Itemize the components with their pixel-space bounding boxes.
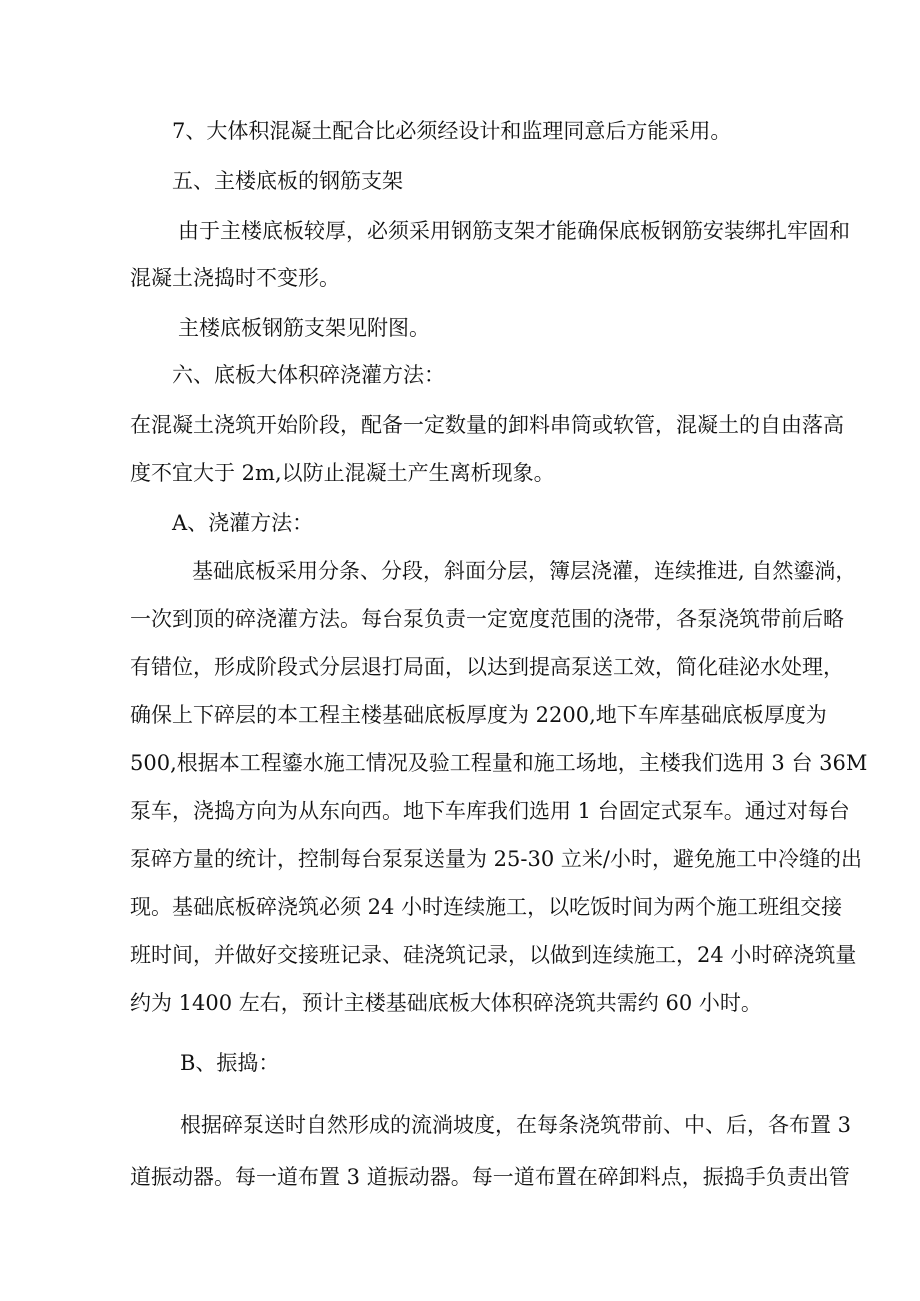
paragraph-line: 由于主楼底板较厚，必须采用钢筋支架才能确保底板钢筋安装绑扎牢固和 [178,219,850,243]
paragraph-line: 道振动器。每一道布置 3 道振动器。每一道布置在碎卸料点，振捣手负责出管 [130,1165,850,1189]
paragraph-line: 确保上下碎层的本工程主楼基础底板厚度为 2200,地下车库基础底板厚度为 [130,703,827,727]
paragraph-line: 有错位，形成阶段式分层退打局面，以达到提高泵送工效，简化硅泌水处理， [130,655,844,679]
paragraph-line: 度不宜大于 2m,以防止混凝土产生离析现象。 [130,461,555,485]
paragraph-line: 约为 1400 左右，预计主楼基础底板大体积碎浇筑共需约 60 小时。 [130,991,762,1015]
paragraph-line: 现。基础底板碎浇筑必须 24 小时连续施工，以吃饭时间为两个施工班组交接 [130,895,843,919]
paragraph-line: 500,根据本工程鎏水施工情况及验工程量和施工场地，主楼我们选用 3 台 36M [130,751,868,775]
paragraph-line: 7、大体积混凝土配合比必须经设计和监理同意后方能采用。 [172,119,732,143]
paragraph-line: 在混凝土浇筑开始阶段，配备一定数量的卸料串筒或软管，混凝土的自由落高 [130,413,844,437]
paragraph-line: 主楼底板钢筋支架见附图。 [178,316,430,340]
section-heading: 五、主楼底板的钢筋支架 [172,169,403,193]
paragraph-line: 基础底板采用分条、分段，斜面分层，簿层浇灌，连续推进, 自然鎏淌， [192,559,857,583]
paragraph-line: 泵碎方量的统计，控制每台泵泵送量为 25-30 立米/小时，避免施工中冷缝的出 [130,847,862,871]
paragraph-line: 班时间，并做好交接班记录、硅浇筑记录，以做到连续施工，24 小时碎浇筑量 [130,943,857,967]
paragraph-line: 根据碎泵送时自然形成的流淌坡度，在每条浇筑带前、中、后，各布置 3 [180,1113,852,1137]
paragraph-line: 一次到顶的碎浇灌方法。每台泵负责一定宽度范围的浇带，各泵浇筑带前后略 [130,607,844,631]
section-heading: 六、底板大体积碎浇灌方法： [172,363,445,387]
subsection-heading: A、浇灌方法： [172,511,314,535]
subsection-heading: B、振捣： [180,1051,280,1075]
paragraph-line: 泵车，浇捣方向为从东向西。地下车库我们选用 1 台固定式泵车。通过对每台 [130,799,850,823]
paragraph-line: 混凝土浇捣时不变形。 [130,266,340,290]
